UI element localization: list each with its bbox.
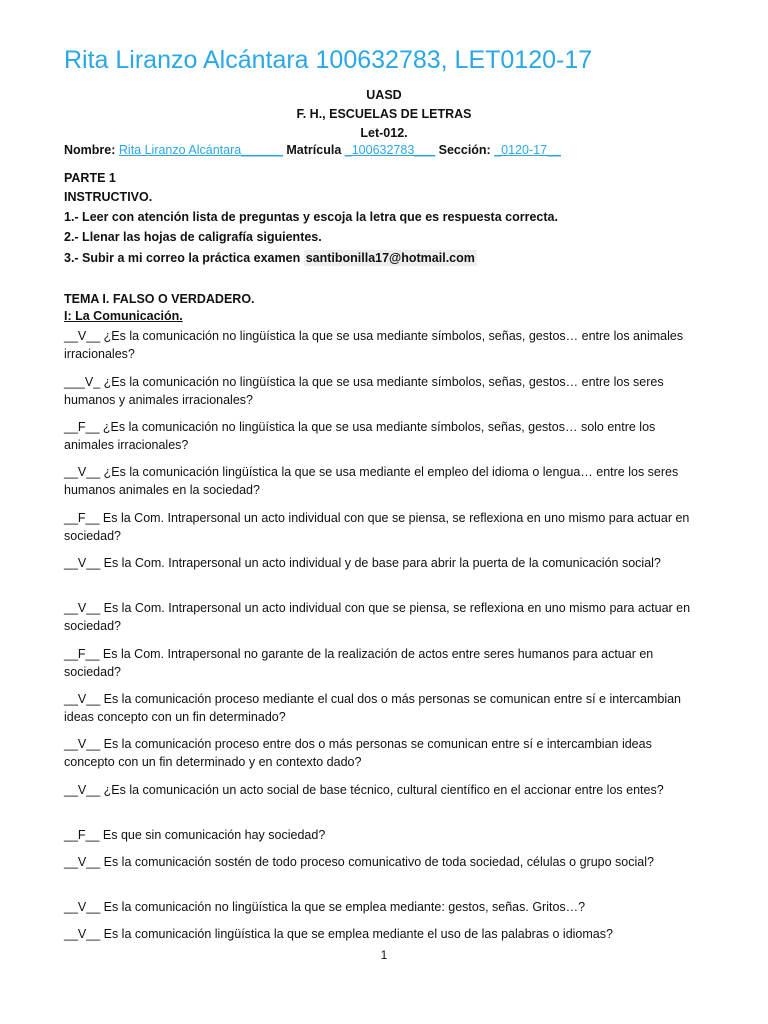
question-item: __V__ Es la comunicación sostén de todo proceso comunicativo de toda sociedad, células o grupo social? <box>64 855 654 869</box>
question-item: ___V_ ¿Es la comunicación no lingüística la que se usa mediante símbolos, señas, gestos… entre los seres humanos y animales irracionales? <box>64 375 664 407</box>
seccion-label: Sección: <box>438 143 491 157</box>
email-address: santibonilla17@hotmail.com <box>305 251 475 265</box>
header-uasd: UASD <box>366 88 402 102</box>
question-item: __V__ ¿Es la comunicación no lingüística la que se usa mediante símbolos, señas, gestos… entre los animales irracionales? <box>64 329 684 361</box>
matricula-label: Matrícula <box>286 143 342 157</box>
instruction-item-3-text: 3.- Subir a mi correo la práctica examen <box>64 251 301 265</box>
question-item: __V__ Es la Com. Intrapersonal un acto individual y de base para abrir la puerta de la comunicación social? <box>64 556 661 570</box>
page-number: 1 <box>380 948 388 962</box>
name-value: Rita Liranzo Alcántara______ <box>118 143 283 157</box>
question-item: __V__ Es la Com. Intrapersonal un acto individual con que se piensa, se reflexiona en uno mismo para actuar en sociedad? <box>64 601 691 633</box>
question-item: __V__ Es la comunicación lingüística la que se emplea mediante el uso de las palabras o idiomas? <box>64 927 613 941</box>
matricula-value: _100632783___ <box>344 143 436 157</box>
header-course: Let-012. <box>360 126 408 140</box>
question-item: __F__ Es que sin comunicación hay sociedad? <box>64 828 326 842</box>
question-item: __V__ ¿Es la comunicación lingüística la que se usa mediante el empleo del idioma o lengua… entre los seres humanos animales en la sociedad? <box>64 465 679 497</box>
instructions-heading: INSTRUCTIVO. <box>64 190 153 204</box>
question-item: __F__ Es la Com. Intrapersonal no garante de la realización de actos entre seres humanos para actuar en sociedad? <box>64 647 654 679</box>
instruction-item-1: 1.- Leer con atención lista de preguntas y escoja la letra que es respuesta correcta. <box>64 210 558 224</box>
name-label: Nombre: <box>64 143 116 157</box>
question-item: __V__ Es la comunicación no lingüística la que se emplea mediante: gestos, señas. Gritos…? <box>64 900 586 914</box>
header-faculty: F. H., ESCUELAS DE LETRAS <box>296 107 472 121</box>
question-item: __V__ Es la comunicación proceso mediante el cual dos o más personas se comunican entre sí e intercambian ideas concepto con un fin determinado? <box>64 692 682 724</box>
question-item: __V__ ¿Es la comunicación un acto social de base técnico, cultural científico en el accionar entre los entes? <box>64 783 664 797</box>
student-info-line <box>64 143 561 157</box>
seccion-value: _0120-17__ <box>494 143 561 157</box>
section-subtitle: I: La Comunicación. <box>64 309 183 323</box>
instruction-item-3 <box>64 251 477 265</box>
instruction-item-2: 2.- Llenar las hojas de caligrafía siguientes. <box>64 230 322 244</box>
part-heading: PARTE 1 <box>64 171 116 185</box>
section-title: TEMA I. FALSO O VERDADERO. <box>64 292 255 306</box>
question-item: __F__ Es la Com. Intrapersonal un acto individual con que se piensa, se reflexiona en uno mismo para actuar en sociedad? <box>64 511 690 543</box>
document-title: Rita Liranzo Alcántara 100632783, LET0120-17 <box>64 46 593 74</box>
question-item: __F__ ¿Es la comunicación no lingüística la que se usa mediante símbolos, señas, gestos… solo entre los animales irracionales? <box>64 420 656 452</box>
question-item: __V__ Es la comunicación proceso entre dos o más personas se comunican entre sí e intercambian ideas concepto con un fin determinado y en contexto dado? <box>64 737 652 769</box>
